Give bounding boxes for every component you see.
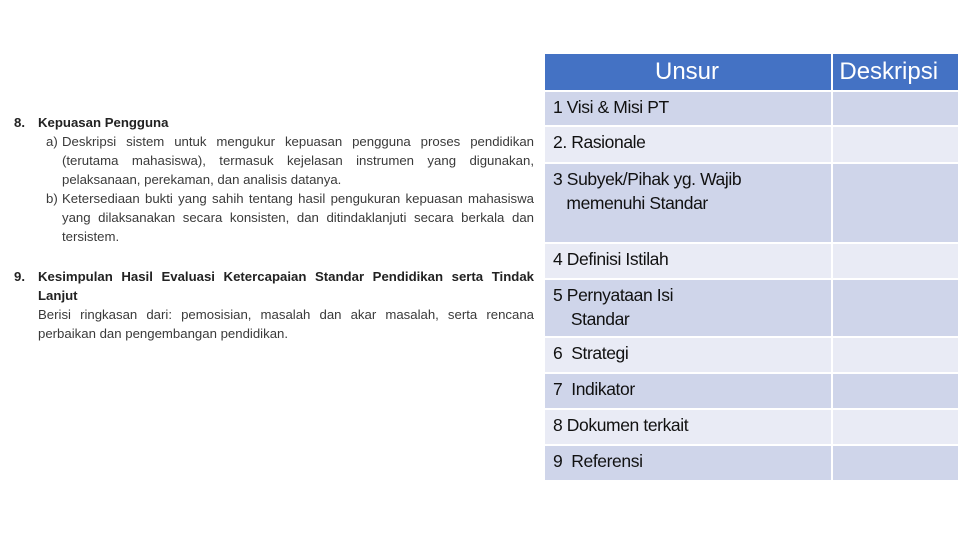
deskripsi-cell[interactable] bbox=[832, 279, 959, 337]
section-8 bbox=[14, 113, 534, 246]
column-header-unsur: Unsur bbox=[544, 53, 832, 91]
deskripsi-cell[interactable] bbox=[832, 243, 959, 279]
unsur-cell: 6 Strategi bbox=[544, 337, 832, 373]
table-header-row bbox=[544, 53, 959, 91]
unsur-cell: 8 Dokumen terkait bbox=[544, 409, 832, 445]
list-marker: a) bbox=[46, 134, 58, 149]
table-body bbox=[544, 91, 959, 481]
table-row bbox=[544, 91, 959, 126]
table-row bbox=[544, 126, 959, 163]
list-marker: b) bbox=[46, 191, 58, 206]
table-row bbox=[544, 279, 959, 337]
table-row bbox=[544, 337, 959, 373]
table-row bbox=[544, 445, 959, 481]
section-title: Kesimpulan Hasil Evaluasi Ketercapaian Standar Pendidikan serta Tindak Lanjut bbox=[38, 269, 534, 303]
list-item-text: Ketersediaan bukti yang sahih tentang hasil pengukuran kepuasan mahasiswa yang dilaksanakan secara konsisten, dan ditindaklanjuti secara berkala dan tersistem. bbox=[62, 191, 534, 244]
unsur-cell: 5 Pernyataan Isi Standar bbox=[544, 279, 832, 337]
deskripsi-cell[interactable] bbox=[832, 409, 959, 445]
deskripsi-cell[interactable] bbox=[832, 373, 959, 409]
unsur-cell: 7 Indikator bbox=[544, 373, 832, 409]
list-item bbox=[38, 132, 534, 189]
section-paragraph: Berisi ringkasan dari: pemosisian, masalah dan akar masalah, serta rencana perbaikan dan pengembangan pendidikan. bbox=[38, 307, 534, 341]
table-row bbox=[544, 409, 959, 445]
unsur-cell: 4 Definisi Istilah bbox=[544, 243, 832, 279]
column-header-deskripsi: Deskripsi bbox=[832, 53, 959, 91]
section-number: 8. bbox=[14, 115, 25, 130]
list-item bbox=[38, 189, 534, 246]
deskripsi-cell[interactable] bbox=[832, 126, 959, 163]
document-excerpt bbox=[14, 113, 534, 343]
unsur-cell: 1 Visi & Misi PT bbox=[544, 91, 832, 126]
unsur-cell: 2. Rasionale bbox=[544, 126, 832, 163]
deskripsi-cell[interactable] bbox=[832, 163, 959, 243]
unsur-deskripsi-table bbox=[543, 52, 960, 482]
unsur-cell: 9 Referensi bbox=[544, 445, 832, 481]
table-row bbox=[544, 163, 959, 243]
section-9 bbox=[14, 267, 534, 343]
deskripsi-cell[interactable] bbox=[832, 445, 959, 481]
table-row bbox=[544, 373, 959, 409]
section-title: Kepuasan Pengguna bbox=[38, 115, 169, 130]
table-row bbox=[544, 243, 959, 279]
deskripsi-cell[interactable] bbox=[832, 91, 959, 126]
deskripsi-cell[interactable] bbox=[832, 337, 959, 373]
list-item-text: Deskripsi sistem untuk mengukur kepuasan pengguna proses pendidikan (terutama mahasiswa), termasuk kejelasan instrumen yang digunakan, pelaksanaan, perekaman, dan analisis datanya. bbox=[62, 134, 534, 187]
section-number: 9. bbox=[14, 269, 25, 284]
unsur-cell: 3 Subyek/Pihak yg. Wajib memenuhi Standar bbox=[544, 163, 832, 243]
